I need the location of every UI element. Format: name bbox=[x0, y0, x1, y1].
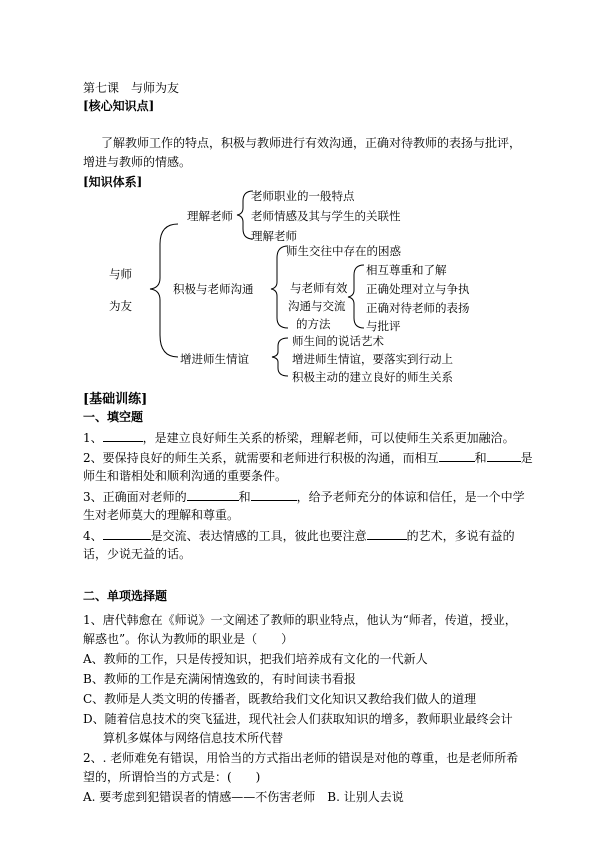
mc1-option-a: A、教师的工作，只是传授知识，把我们培养成有文化的一代新人 bbox=[83, 652, 428, 666]
section1-title: 一、填空题 bbox=[83, 410, 144, 424]
tree-branch2-label: 积极与老师沟通 bbox=[173, 282, 254, 296]
question-1 bbox=[83, 429, 515, 446]
q4-text-c: 的艺术，多说有益的 bbox=[406, 529, 515, 543]
question-3-line2: 生对老师莫大的理解和尊重。 bbox=[83, 508, 240, 522]
q2-text-c: 是 bbox=[520, 451, 533, 465]
question-4-line2: 话，少说无益的话。 bbox=[83, 547, 192, 561]
tree-branch3-item: 积极主动的建立良好的师生关系 bbox=[292, 370, 453, 384]
system-heading: [知识体系] bbox=[83, 175, 143, 189]
tree-root-line1: 与师 bbox=[109, 267, 132, 281]
tree-branch3-item: 师生间的说话艺术 bbox=[292, 334, 384, 348]
q2-blank-1[interactable] bbox=[439, 449, 475, 462]
tree-branch2-subitem: 正确对待老师的表扬 bbox=[366, 301, 470, 315]
tree-branch3-item: 增进师生情谊，要落实到行动上 bbox=[292, 352, 453, 366]
tree-branch3-label: 增进师生情谊 bbox=[180, 352, 249, 366]
q4-blank-2[interactable] bbox=[367, 527, 407, 540]
tree-branch2-subitem: 与批评 bbox=[366, 319, 401, 333]
mc1-option-c: C、教师是人类文明的传播者，既教给我们文化知识又教给我们做人的道理 bbox=[83, 692, 477, 706]
q4-text-a: 4、 bbox=[83, 529, 103, 543]
core-text-line2: 增进与教师的情感。 bbox=[83, 155, 192, 169]
tree-branch1-item: 理解老师 bbox=[251, 229, 297, 243]
tree-branch1-item: 老师情感及其与学生的关联性 bbox=[251, 209, 401, 223]
q3-text-a: 3、正确面对老师的 bbox=[83, 490, 187, 504]
q1-text: ，是建立良好师生关系的桥梁，理解老师，可以使师生关系更加融洽。 bbox=[142, 431, 515, 445]
tree-branch2-item: 师生交往中存在的困惑 bbox=[286, 244, 401, 258]
question-2-line2: 师生和谐相处和顺利沟通的重要条件。 bbox=[83, 469, 288, 483]
q3-blank-2[interactable] bbox=[251, 488, 297, 501]
core-text-line1: 了解教师工作的特点，积极与教师进行有效沟通，正确对待教师的表扬与批评， bbox=[101, 136, 522, 150]
mc1-option-d: D、随着信息技术的突飞猛进，现代社会人们获取知识的增多，教师职业最终会计 bbox=[83, 712, 513, 726]
mc2-stem-line1: 2、. 老师难免有错误，用恰当的方式指出老师的错误是对他的尊重，也是老师所希 bbox=[83, 751, 519, 765]
question-4-line1 bbox=[83, 527, 515, 544]
mc2-stem-line2: 望的，所谓恰当的方式是：( ) bbox=[83, 770, 261, 784]
q3-text-b: 和 bbox=[238, 490, 251, 504]
tree-branch2-sublabel: 沟通与交流 bbox=[288, 299, 346, 313]
tree-branch2-subitem: 正确处理对立与争执 bbox=[366, 282, 470, 296]
q2-blank-2[interactable] bbox=[487, 449, 521, 462]
q4-text-b: 是交流、表达情感的工具，彼此也要注意 bbox=[150, 529, 367, 543]
tree-branch1-item: 老师职业的一般特点 bbox=[251, 189, 355, 203]
core-heading: [核心知识点] bbox=[83, 99, 155, 113]
q2-text-b: 和 bbox=[474, 451, 487, 465]
mc2-options: A. 要考虑到犯错误者的情感——不伤害老师 B. 让别人去说 bbox=[83, 790, 404, 804]
mc1-stem-line2: 解惑也”。你认为教师的职业是（ ） bbox=[83, 632, 294, 646]
mc1-stem-line1: 1、唐代韩愈在《师说》一文阐述了教师的职业特点，他认为“师者，传道，授业， bbox=[83, 613, 517, 627]
question-2-line1 bbox=[83, 449, 533, 466]
q4-blank-1[interactable] bbox=[103, 527, 151, 540]
training-heading: [基础训练] bbox=[83, 392, 148, 407]
tree-branch2-sublabel: 与老师有效 bbox=[290, 281, 348, 295]
q2-text-a: 2、要保持良好的师生关系，就需要和老师进行积极的沟通，而相互 bbox=[83, 451, 439, 465]
q1-blank[interactable] bbox=[103, 429, 143, 442]
tree-branch1-label: 理解老师 bbox=[187, 209, 233, 223]
tree-root-line2: 为友 bbox=[109, 299, 132, 313]
lesson-title: 第七课 与师为友 bbox=[83, 81, 180, 95]
mc1-option-b: B、教师的工作是充满闲情逸致的，有时间读书看报 bbox=[83, 672, 356, 686]
tree-branch2-sublabel: 的方法 bbox=[296, 317, 331, 331]
q3-text-c: ，给予老师充分的体谅和信任，是一个中学 bbox=[296, 490, 525, 504]
mc1-option-d-cont: 算机多媒体与网络信息技术所代替 bbox=[103, 731, 284, 745]
q1-number: 1、 bbox=[83, 431, 103, 445]
q3-blank-1[interactable] bbox=[187, 488, 239, 501]
tree-branch2-subitem: 相互尊重和了解 bbox=[366, 263, 447, 277]
section2-title: 二、单项选择题 bbox=[83, 589, 168, 603]
question-3-line1 bbox=[83, 488, 525, 505]
